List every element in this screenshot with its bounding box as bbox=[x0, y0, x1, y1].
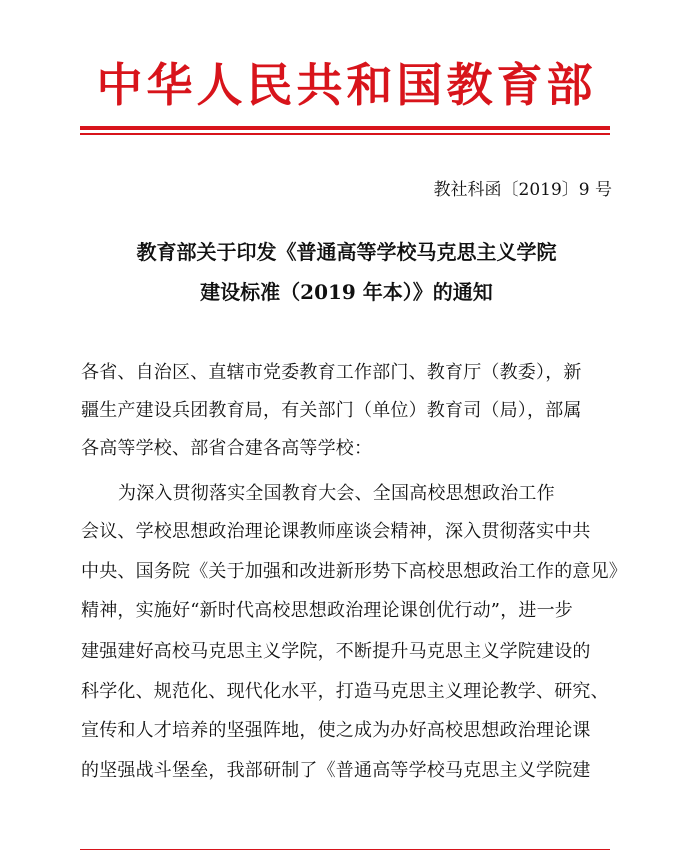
body-paragraph-line-1: 为深入贯彻落实全国教育大会、全国高校思想政治工作 bbox=[118, 483, 555, 504]
body-paragraph-line-8: 的坚强战斗堡垒，我部研制了《普通高等学校马克思主义学院建 bbox=[81, 760, 591, 781]
notice-title-line-2: 建设标准（2019 年本）》的通知 bbox=[200, 280, 493, 304]
body-paragraph-line-4: 精神，实施好“新时代高校思想政治理论课创优行动”，进一步 bbox=[81, 600, 574, 621]
ministry-header-title: 中华人民共和国教育部 bbox=[96, 58, 597, 112]
body-paragraph-line-5: 建强建好高校马克思主义学院，不断提升马克思主义学院建设的 bbox=[81, 641, 591, 662]
header-thin-red-rule bbox=[80, 133, 610, 135]
body-paragraph-line-2: 会议、学校思想政治理论课教师座谈会精神，深入贯彻落实中共 bbox=[81, 521, 591, 542]
notice-title-line-1: 教育部关于印发《普通高等学校马克思主义学院 bbox=[136, 240, 557, 264]
addressee-line-3: 各高等学校、部省合建各高等学校： bbox=[81, 438, 373, 459]
footer-red-rule bbox=[80, 849, 610, 850]
header-thick-red-rule bbox=[80, 126, 610, 130]
addressee-line-1: 各省、自治区、直辖市党委教育工作部门、教育厅（教委），新 bbox=[81, 362, 582, 383]
body-paragraph-line-7: 宣传和人才培养的坚强阵地，使之成为办好高校思想政治理论课 bbox=[81, 720, 591, 741]
body-paragraph-line-6: 科学化、规范化、现代化水平，打造马克思主义理论教学、研究、 bbox=[81, 681, 609, 702]
addressee-line-2: 疆生产建设兵团教育局，有关部门（单位）教育司（局），部属 bbox=[81, 400, 582, 421]
document-number: 教社科函〔2019〕9 号 bbox=[433, 180, 612, 200]
body-paragraph-line-3: 中央、国务院《关于加强和改进新形势下高校思想政治工作的意见》 bbox=[81, 561, 627, 582]
